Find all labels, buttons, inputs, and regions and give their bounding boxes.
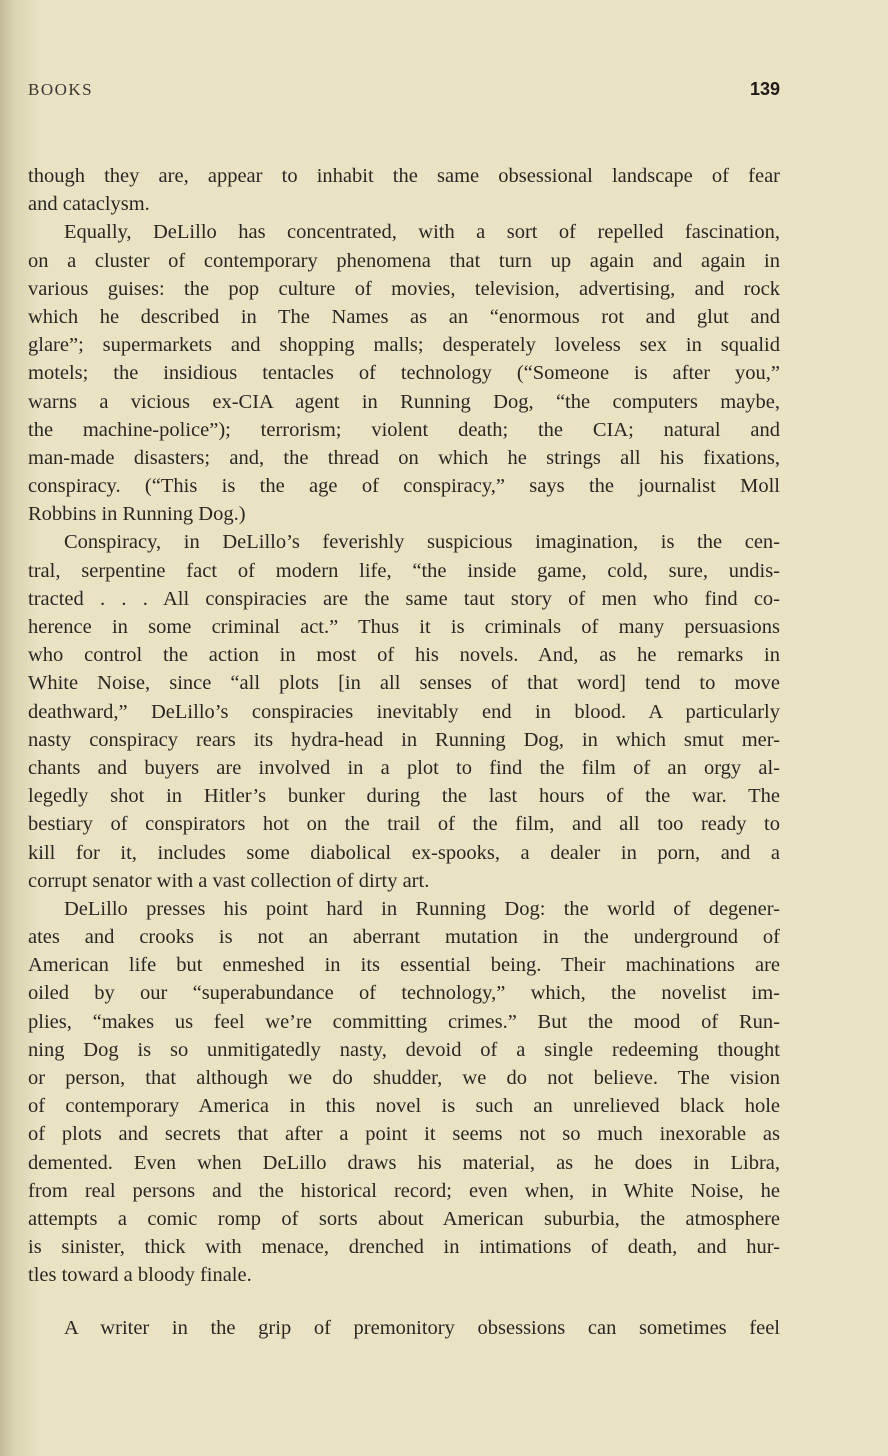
text-line: demented. Even when DeLillo draws his material, as he does in Libra, — [28, 1151, 780, 1174]
text-line: tracted . . . All conspiracies are the same taut story of men who find co- — [28, 587, 780, 610]
text-line: Robbins in Running Dog.) — [28, 503, 246, 526]
running-head: BOOKS — [28, 80, 94, 99]
text-line: bestiary of conspirators hot on the trail of the film, and all too ready to — [28, 813, 780, 836]
text-line: ning Dog is so unmitigatedly nasty, devoid of a single redeeming thought — [28, 1038, 780, 1061]
text-line: though they are, appear to inhabit the same obsessional landscape of fear — [28, 165, 780, 187]
text-line: DeLillo presses his point hard in Running Dog: the world of degener- — [64, 897, 780, 920]
text-line: of plots and secrets that after a point it seems not so much inexorable as — [28, 1123, 780, 1146]
text-line: nasty conspiracy rears its hydra-head in Running Dog, in which smut mer- — [28, 728, 780, 751]
text-line: who control the action in most of his novels. And, as he remarks in — [28, 644, 780, 667]
text-line: man-made disasters; and, the thread on which he strings all his fixations, — [28, 446, 780, 469]
text-line: herence in some criminal act.” Thus it is criminals of many persuasions — [28, 616, 780, 638]
text-line: oiled by our “superabundance of technology,” which, the novelist im- — [28, 982, 780, 1005]
text-line: which he described in The Names as an “enormous rot and glut and — [28, 305, 780, 328]
text-line: of contemporary America in this novel is such an unrelieved black hole — [28, 1095, 780, 1118]
text-line: motels; the insidious tentacles of technology (“Someone is after you,” — [28, 362, 780, 385]
text-line: Equally, DeLillo has concentrated, with a sort of repelled fascination, — [64, 221, 780, 244]
text-line: ates and crooks is not an aberrant mutation in the underground of — [28, 926, 780, 949]
text-line: American life but enmeshed in its essential being. Their machinations are — [28, 954, 780, 977]
text-line: from real persons and the historical record; even when, in White Noise, he — [28, 1179, 780, 1202]
text-line: or person, that although we do shudder, we do not believe. The vision — [28, 1067, 780, 1089]
text-line: deathward,” DeLillo’s conspiracies inevitably end in blood. A particularly — [28, 700, 780, 723]
text-line: chants and buyers are involved in a plot to find the film of an orgy al- — [28, 756, 780, 779]
page-number: 139 — [749, 79, 780, 99]
text-line: is sinister, thick with menace, drenched in intimations of death, and hur- — [28, 1236, 780, 1259]
text-line: kill for it, includes some diabolical ex-spooks, a dealer in porn, and a — [28, 841, 780, 864]
text-line: attempts a comic romp of sorts about American suburbia, the atmosphere — [28, 1207, 780, 1230]
text-line: tral, serpentine fact of modern life, “the inside game, cold, sure, undis- — [28, 559, 780, 582]
section-break — [28, 1290, 780, 1314]
text-line: legedly shot in Hitler’s bunker during the last hours of the war. The — [28, 785, 780, 808]
text-line: the machine-police”); terrorism; violent death; the CIA; natural and — [28, 418, 780, 441]
text-line: A writer in the grip of premonitory obsessions can sometimes feel — [64, 1316, 780, 1339]
page-header — [28, 80, 780, 104]
text-line: various guises: the pop culture of movies, television, advertising, and rock — [28, 277, 780, 300]
text-line: White Noise, since “all plots [in all senses of that word] tend to move — [28, 672, 780, 695]
text-line: corrupt senator with a vast collection of dirty art. — [28, 869, 430, 892]
text-line: glare”; supermarkets and shopping malls; desperately loveless sex in squalid — [28, 334, 780, 357]
body-text — [28, 162, 780, 1342]
text-line: and cataclysm. — [28, 193, 150, 216]
text-line: Conspiracy, in DeLillo’s feverishly suspicious imagination, is the cen- — [64, 531, 780, 554]
text-line: on a cluster of contemporary phenomena that turn up again and again in — [28, 249, 780, 272]
text-line: plies, “makes us feel we’re committing crimes.” But the mood of Run- — [28, 1010, 780, 1033]
text-line: tles toward a bloody finale. — [28, 1264, 252, 1287]
text-line: warns a vicious ex-CIA agent in Running Dog, “the computers maybe, — [28, 390, 780, 413]
text-line: conspiracy. (“This is the age of conspiracy,” says the journalist Moll — [28, 475, 780, 498]
